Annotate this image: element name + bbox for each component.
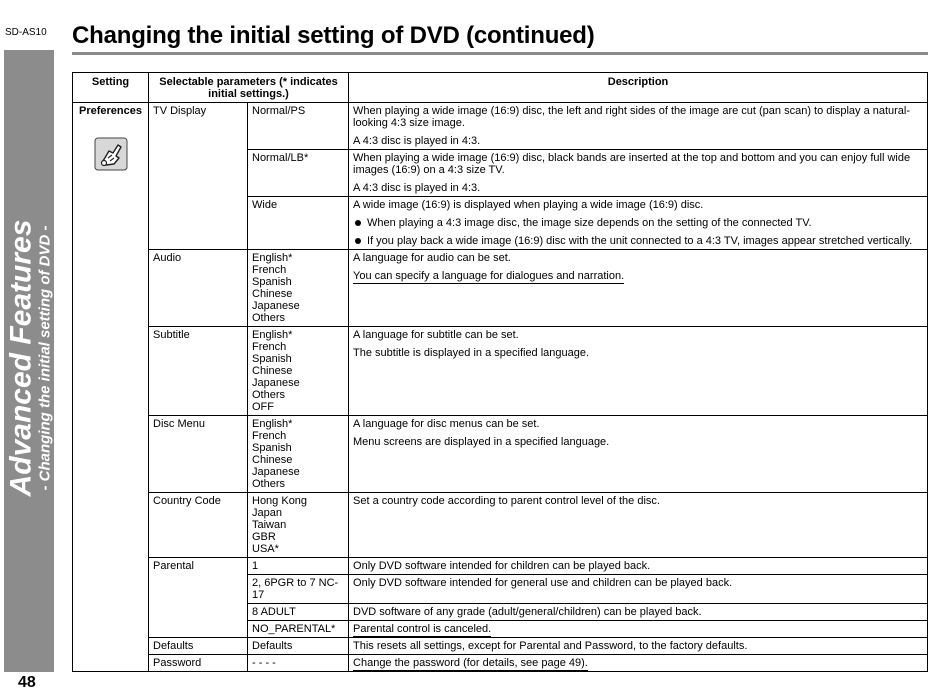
option-value: Spanish [252,276,292,288]
desc-parental [349,621,928,638]
settings-table [72,72,928,672]
table-row [73,416,928,493]
desc-text: Parental control is canceled. [353,623,492,635]
options-subtitle [248,327,349,416]
option-value: English* [252,329,293,341]
table-row [73,103,928,150]
option-value: English* [252,418,293,430]
desc-disc-menu [349,416,928,493]
item-defaults: Defaults [149,638,248,655]
desc-parental: DVD software of any grade (adult/general/children) can be played back. [349,604,928,621]
desc-text: When playing a wide image (16:9) disc, black bands are inserted at the top and bottom and you can enjoy full wide images (16:9) on a 4:3 size TV. [353,152,911,176]
header-setting: Setting [73,73,149,103]
desc-normal-ps [349,103,928,150]
option-value: Others [252,389,286,401]
value-normal-ps: Normal/PS [248,103,349,150]
option-value: Taiwan [252,519,287,531]
item-parental: Parental [149,558,248,638]
table-row [73,493,928,558]
title-underline [72,52,928,55]
option-value: French [252,430,287,442]
header-description: Description [349,73,928,103]
page-title: Changing the initial setting of DVD (continued) [72,22,595,49]
desc-wide [349,197,928,250]
header-params: Selectable parameters (* indicates initial settings.) [149,73,349,103]
table-row [73,638,928,655]
value-password: - - - - [248,655,349,672]
option-value: USA* [252,543,279,555]
option-value: Japan [252,507,282,519]
desc-text: Change the password (for details, see page 49). [353,657,588,669]
option-value: Chinese [252,288,293,300]
item-password: Password [149,655,248,672]
table-row [73,250,928,327]
table-row [73,327,928,416]
option-value: Chinese [252,365,293,377]
option-value: Chinese [252,454,293,466]
desc-text: A language for subtitle can be set. [353,329,519,341]
desc-password [349,655,928,672]
desc-text: Menu screens are displayed in a specified language. [353,436,610,448]
desc-text: A 4:3 disc is played in 4:3. [353,182,481,194]
options-audio [248,250,349,327]
value-wide: Wide [248,197,349,250]
desc-parental: Only DVD software intended for general use and children can be played back. [349,575,928,604]
item-country-code: Country Code [149,493,248,558]
section-title: Advanced Features [4,219,38,497]
value-defaults: Defaults [248,638,349,655]
model-number: SD-AS10 [5,27,47,38]
option-value: Spanish [252,442,292,454]
option-value: Spanish [252,353,292,365]
desc-country-code: Set a country code according to parent control level of the disc. [349,493,928,558]
options-country-code [248,493,349,558]
option-value: Others [252,312,286,324]
option-value: Hong Kong [252,495,308,507]
desc-audio [349,250,928,327]
section-sidebar-text [5,48,52,668]
desc-subtitle [349,327,928,416]
option-value: GBR [252,531,276,543]
value-normal-lb: Normal/LB* [248,150,349,197]
value-parental: 1 [248,558,349,575]
desc-text: A wide image (16:9) is displayed when playing a wide image (16:9) disc. [353,199,704,211]
item-disc-menu: Disc Menu [149,416,248,493]
item-audio: Audio [149,250,248,327]
table-row [73,655,928,672]
option-value: OFF [252,401,274,413]
category-cell [73,103,149,672]
bullet-item: When playing a 4:3 image disc, the image size depends on the setting of the connected TV. [353,217,923,229]
table-row [73,558,928,575]
desc-text: You can specify a language for dialogues and narration. [353,270,625,282]
category-label: Preferences [79,105,142,117]
value-parental: 8 ADULT [248,604,349,621]
desc-parental: Only DVD software intended for children can be played back. [349,558,928,575]
desc-defaults: This resets all settings, except for Parental and Password, to the factory defaults. [349,638,928,655]
option-value: French [252,341,287,353]
option-value: Japanese [252,300,300,312]
option-value: French [252,264,287,276]
desc-text: When playing a wide image (16:9) disc, the left and right sides of the image are cut (pan scan) to display a natural-looking 4:3 size image. [353,105,911,129]
table-header-row [73,73,928,103]
value-parental: 2, 6PGR to 7 NC-17 [248,575,349,604]
item-tv-display: TV Display [149,103,248,250]
option-value: English* [252,252,293,264]
options-disc-menu [248,416,349,493]
desc-text: The subtitle is displayed in a specified language. [353,347,590,359]
option-value: Others [252,478,286,490]
bullet-item: If you play back a wide image (16:9) disc with the unit connected to a 4:3 TV, images appear stretched vertically. [353,235,923,247]
desc-text: A 4:3 disc is played in 4:3. [353,135,481,147]
value-parental: NO_PARENTAL* [248,621,349,638]
hand-remote-icon [94,137,128,171]
option-value: Japanese [252,377,300,389]
page-number: 48 [18,674,36,691]
option-value: Japanese [252,466,300,478]
desc-normal-lb [349,150,928,197]
item-subtitle: Subtitle [149,327,248,416]
desc-text: A language for disc menus can be set. [353,418,540,430]
section-subtitle: - Changing the initial setting of DVD - [35,225,53,491]
desc-text: A language for audio can be set. [353,252,511,264]
